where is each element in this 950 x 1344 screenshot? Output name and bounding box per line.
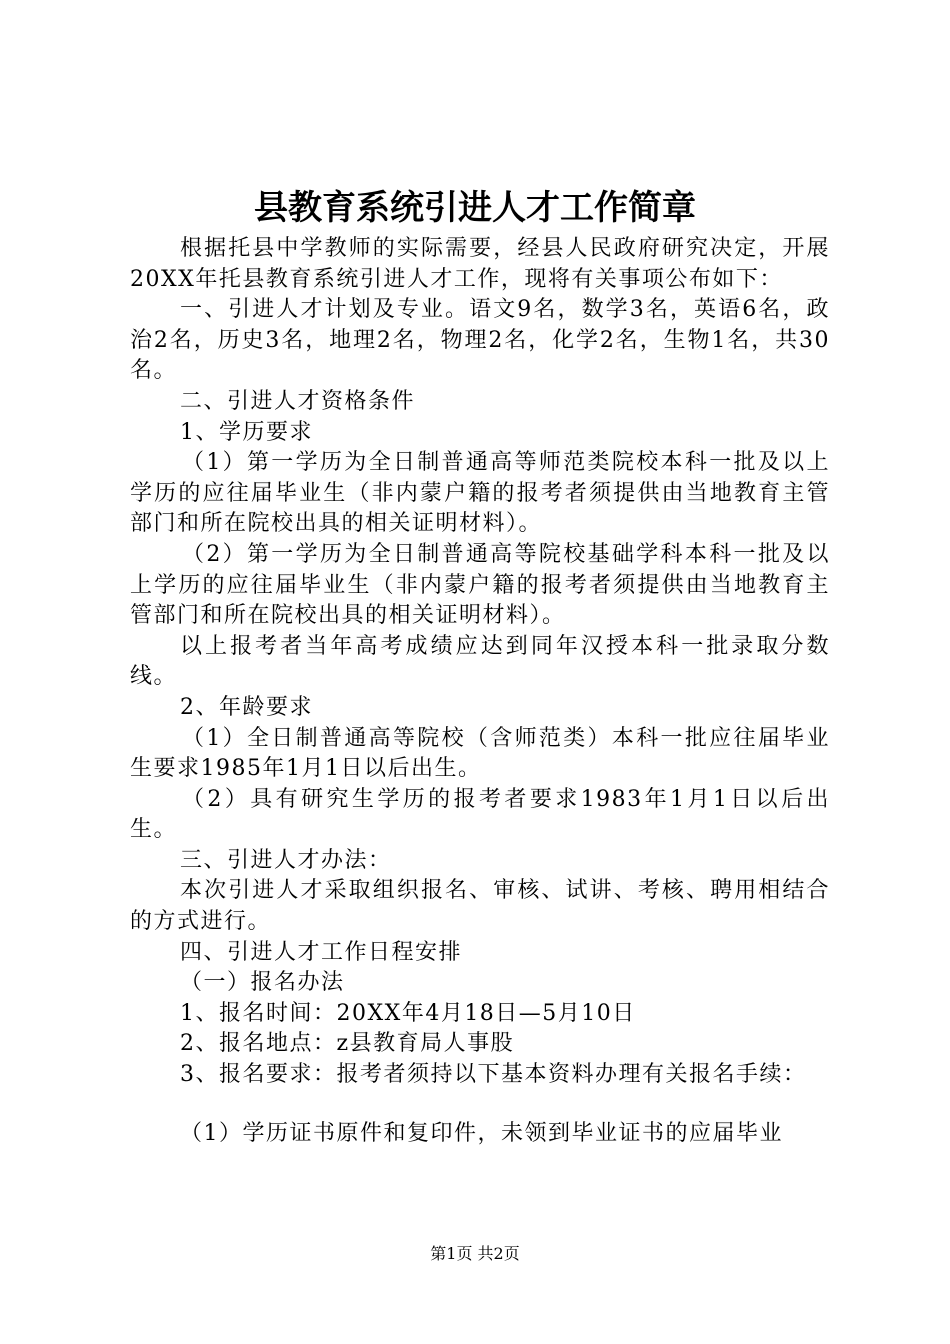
paragraph-registration-requirement: 3、报名要求：报考者须持以下基本资料办理有关报名手续：: [180, 1062, 807, 1088]
paragraph-age-item-2: （2）具有研究生学历的报考者要求1983年1月1日以后出生。: [130, 786, 830, 843]
heading-section-4: 四、引进人才工作日程安排: [180, 939, 463, 965]
paragraph-registration-place: 2、报名地点：z县教育局人事股: [180, 1031, 515, 1057]
document-body: [130, 234, 830, 1149]
heading-age-requirement: 2、年龄要求: [180, 694, 313, 720]
paragraph-exam-score: 以上报考者当年高考成绩应达到同年汉授本科一批录取分数线。: [130, 633, 830, 690]
paragraph-education-item-1: （1）第一学历为全日制普通高等师范类院校本科一批及以上学历的应往届毕业生（非内蒙户籍的报考者须提供由当地教育主管部门和所在院校出具的相关证明材料）。: [130, 450, 830, 537]
paragraph-method: 本次引进人才采取组织报名、审核、试讲、考核、聘用相结合的方式进行。: [130, 878, 830, 935]
page-number-footer: 第1页 共2页: [430, 1244, 520, 1263]
heading-registration: （一）报名办法: [180, 970, 345, 996]
document-title: 县教育系统引进人才工作简章: [254, 188, 696, 228]
paragraph-education-item-2: （2）第一学历为全日制普通高等院校基础学科本科一批及以上学历的应往届毕业生（非内蒙户籍的报考者须提供由当地教育主管部门和所在院校出具的相关证明材料）。: [130, 541, 830, 629]
heading-section-2: 二、引进人才资格条件: [180, 388, 416, 414]
paragraph-registration-time: 1、报名时间：20XX年4月18日—5月10日: [180, 1000, 636, 1026]
paragraph-age-item-1: （1）全日制普通高等院校（含师范类）本科一批应往届毕业生要求1985年1月1日以后出生。: [130, 725, 830, 782]
heading-section-3: 三、引进人才办法：: [180, 847, 392, 873]
paragraph-section-1: 一、引进人才计划及专业。语文9名，数学3名，英语6名，政治2名，历史3名，地理2名，物理2名，化学2名，生物1名，共30名。: [130, 297, 830, 384]
heading-education-requirement: 1、学历要求: [180, 419, 313, 445]
paragraph-certificate-item-1: （1）学历证书原件和复印件，未领到毕业证书的应届毕业: [180, 1120, 783, 1146]
paragraph-intro: 根据托县中学教师的实际需要，经县人民政府研究决定，开展20XX年托县教育系统引进人才工作，现将有关事项公布如下：: [130, 236, 830, 292]
